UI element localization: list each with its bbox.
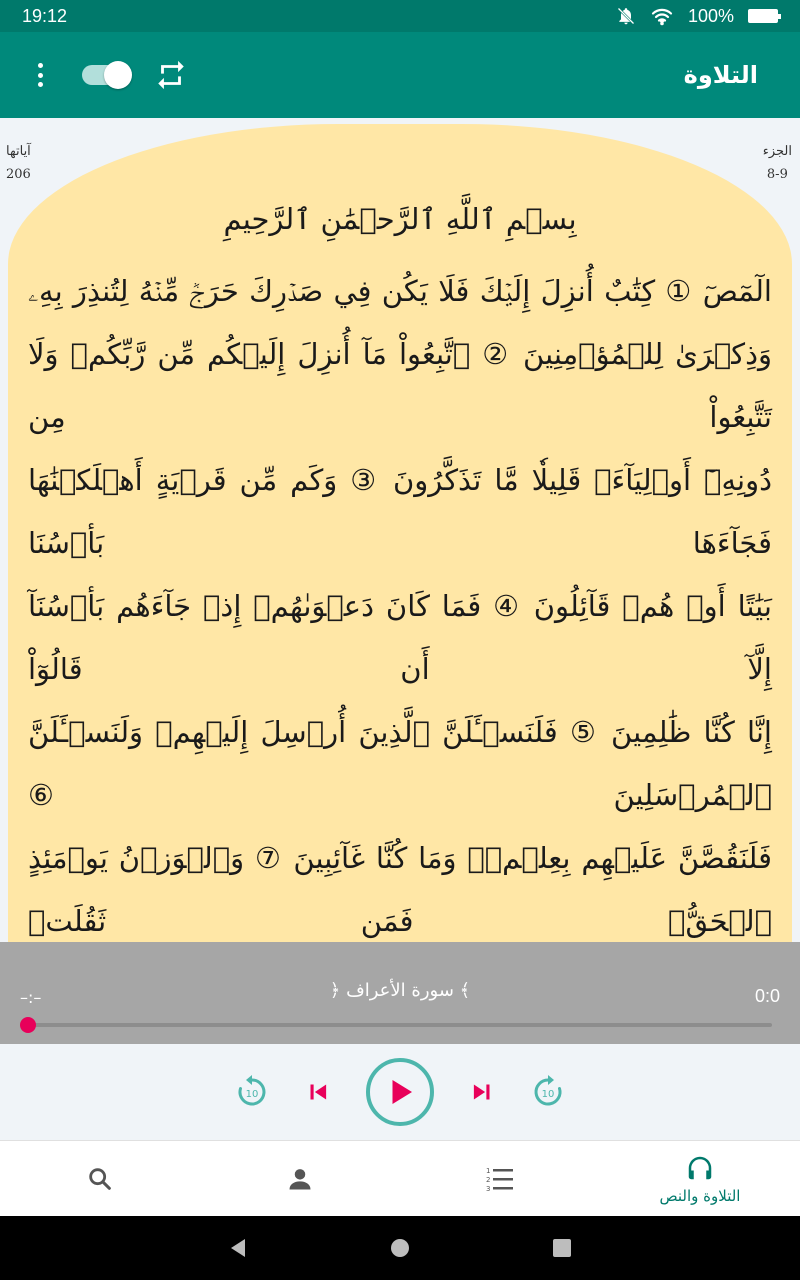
- battery-icon: [748, 9, 778, 23]
- player-bar: [0, 942, 800, 1044]
- status-bar: [0, 0, 800, 32]
- system-navigation: [0, 1216, 800, 1280]
- mushaf-page[interactable]: [8, 124, 792, 942]
- recents-icon[interactable]: [551, 1237, 573, 1259]
- numbered-list-icon: [485, 1165, 515, 1193]
- quran-line: بَيَٰتًا أَوۡ هُمۡ قَآئِلُونَ ④ فَمَا كَانَ دَعۡوَىٰهُمۡ إِذۡ جَآءَهُم بَأۡسُنَآ إِلَّآ أَن قَالُوٓاْ: [28, 589, 772, 686]
- surah-name: ﴿ سورة الأعراف ﴾: [329, 980, 471, 1001]
- quran-line: دُونِهِۦٓ أَوۡلِيَآءَۗ قَلِيلٗا مَّا تَذَكَّرُونَ ③ وَكَم مِّن قَرۡيَةٍ أَهۡلَكۡنَٰهَا فَجَآءَهَا بَأۡسُنَا: [28, 463, 772, 560]
- juz-value: 8-9: [766, 167, 788, 182]
- home-icon[interactable]: [389, 1237, 411, 1259]
- quran-line: فَلَنَقُصَّنَّ عَلَيۡهِم بِعِلۡمٖۖ وَمَا كُنَّا غَآئِبِينَ ⑦ وَٱلۡوَزۡنُ يَوۡمَئِذٍ ٱلۡحَقُّۚ فَمَن ثَقُلَتۡ: [28, 841, 772, 938]
- play-button[interactable]: [366, 1058, 434, 1126]
- rewind-10-button[interactable]: [234, 1074, 270, 1110]
- verse-count-value: 206: [6, 167, 31, 182]
- duration-time: 0:0: [754, 986, 780, 1006]
- quran-line: الٓمٓصٓ ① كِتَٰبٌ أُنزِلَ إِلَيۡكَ فَلَا يَكُن فِي صَدۡرِكَ حَرَجٞ مِّنۡهُ لِتُنذِرَ بِهِۦ: [28, 274, 772, 308]
- playback-controls: [18, 1044, 782, 1140]
- forward-10-button[interactable]: [530, 1074, 566, 1110]
- mode-toggle[interactable]: [82, 65, 128, 85]
- nav-recitation-text[interactable]: [600, 1141, 800, 1216]
- nav-index[interactable]: [400, 1141, 600, 1216]
- back-icon[interactable]: [227, 1237, 249, 1259]
- quran-text[interactable]: [8, 124, 792, 942]
- app-bar: [0, 32, 800, 118]
- notifications-off-icon: [616, 6, 636, 26]
- svg-text:10: 10: [245, 1089, 259, 1100]
- status-icons: [616, 6, 778, 27]
- repeat-icon[interactable]: [154, 58, 188, 92]
- skip-previous-icon: [303, 1077, 333, 1107]
- replay-10-icon: [235, 1075, 269, 1109]
- juz-label: الجزء 8-9: [762, 144, 792, 182]
- svg-text:1: 1: [486, 1166, 491, 1175]
- svg-text:10: 10: [541, 1089, 555, 1100]
- seek-track[interactable]: [28, 1023, 772, 1027]
- svg-text:2: 2: [486, 1175, 491, 1184]
- page-title: التلاوة: [683, 61, 758, 89]
- nav-profile[interactable]: [200, 1141, 400, 1216]
- person-icon: [286, 1165, 314, 1193]
- search-icon: [86, 1165, 114, 1193]
- wifi-icon: [650, 6, 674, 26]
- play-icon: [382, 1074, 418, 1110]
- quran-line: وَذِكۡرَىٰ لِلۡمُؤۡمِنِينَ ② ٱتَّبِعُواْ مَآ أُنزِلَ إِلَيۡكُم مِّن رَّبِّكُمۡ وَلَا تَتَّبِعُواْ مِن: [28, 337, 772, 434]
- quran-line: إِنَّا كُنَّا ظَٰلِمِينَ ⑤ فَلَنَسۡـَٔلَنَّ ٱلَّذِينَ أُرۡسِلَ إِلَيۡهِمۡ وَلَنَسۡـَٔلَنَّ ٱلۡمُرۡسَلِينَ ⑥: [28, 715, 772, 812]
- headphones-icon: [685, 1153, 715, 1183]
- more-options-icon[interactable]: [28, 61, 52, 89]
- svg-text:3: 3: [486, 1184, 491, 1193]
- skip-next-icon: [467, 1077, 497, 1107]
- basmala: بِسۡمِ ٱللَّهِ ٱلرَّحۡمَٰنِ ٱلرَّحِيمِ: [223, 202, 577, 236]
- next-button[interactable]: [464, 1074, 500, 1110]
- previous-button[interactable]: [300, 1074, 336, 1110]
- verse-count-label: آياتها 206: [6, 144, 31, 182]
- nav-search[interactable]: [0, 1141, 200, 1216]
- bottom-navigation: [0, 1140, 800, 1216]
- seek-thumb[interactable]: [20, 1017, 36, 1033]
- battery-percent: 100%: [687, 5, 734, 26]
- elapsed-time: –:–: [20, 988, 42, 1007]
- status-time: 19:12: [22, 5, 68, 26]
- forward-10-icon: [531, 1075, 565, 1109]
- nav-recitation-label: التلاوة والنص: [659, 1186, 741, 1205]
